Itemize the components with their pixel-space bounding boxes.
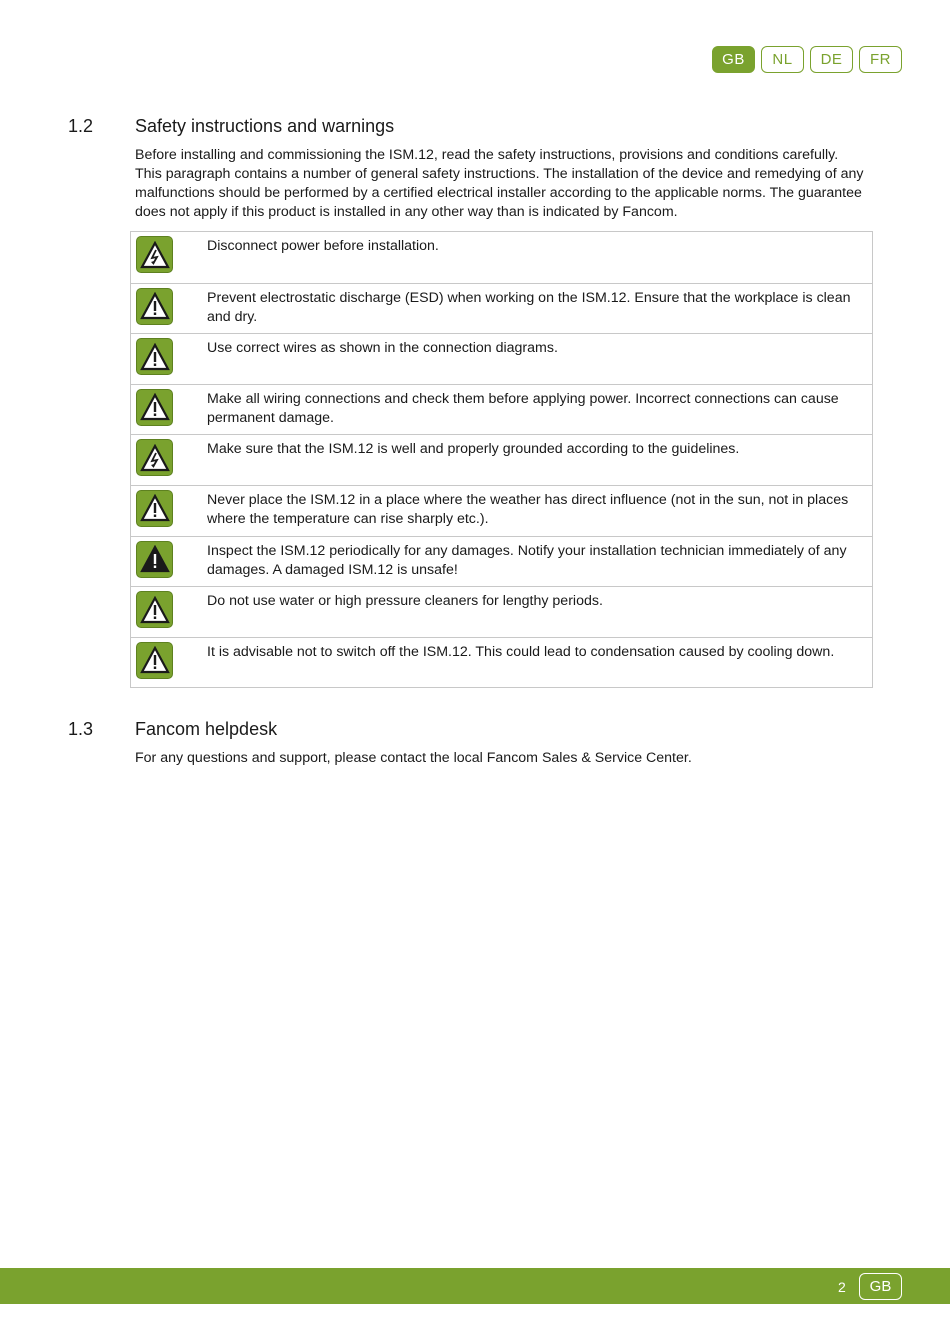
warning-icon [136, 288, 173, 325]
footer-lang-tab: GB [859, 1273, 902, 1300]
electric-hazard-icon [136, 439, 173, 476]
warning-text: Use correct wires as shown in the connection diagrams. [207, 340, 558, 357]
warning-text: Make all wiring connections and check them before applying power. Incorrect connections can cause permanent damage. [207, 390, 839, 426]
warning-text: It is advisable not to switch off the ISM.12. This could lead to condensation caused by cooling down. [207, 643, 835, 660]
warning-icon [136, 642, 173, 679]
table-row [131, 485, 872, 536]
warning-text: Disconnect power before installation. [207, 238, 439, 254]
warning-icon [136, 338, 173, 375]
warning-icon [136, 490, 173, 527]
warning-icon [136, 389, 173, 426]
table-row [131, 384, 872, 435]
warnings-table [130, 231, 873, 688]
section-number: 1.3 [68, 719, 94, 739]
section-number: 1.2 [68, 116, 94, 136]
footer-bar [0, 1268, 950, 1304]
warning-text: Prevent electrostatic discharge (ESD) when working on the ISM.12. Ensure that the workplace is clean and dry. [207, 289, 851, 325]
language-tabs [712, 46, 902, 73]
table-row [131, 536, 872, 587]
lang-tab-de[interactable]: DE [810, 46, 853, 73]
page-number: 2 [838, 1279, 846, 1295]
warning-text: Make sure that the ISM.12 is well and properly grounded according to the guidelines. [207, 441, 740, 458]
section-intro: Before installing and commissioning the ISM.12, read the safety instructions, provisions and conditions carefully. This paragraph contains a number of general safety instructions. The installation of the device and remedying of any malfunctions should be performed by a certified electrical installer according to the applicable norms. The guarantee does not apply if this product is installed in any other way than is indicated by Fancom. [135, 147, 864, 220]
section-title: Safety instructions and warnings [135, 116, 395, 136]
warning-icon [136, 591, 173, 628]
table-row [131, 434, 872, 485]
table-row [131, 283, 872, 334]
warning-text: Inspect the ISM.12 periodically for any damages. Notify your installation technician immediately of any damages. A damaged ISM.12 is unsafe! [207, 542, 847, 578]
warning-text: Never place the ISM.12 in a place where the weather has direct influence (not in the sun, not in places where the temperature can rise sharply etc.). [207, 491, 849, 527]
warning-text: Do not use water or high pressure cleaners for lengthy periods. [207, 593, 603, 610]
electric-hazard-icon [136, 236, 173, 273]
table-row [131, 232, 872, 283]
danger-icon [136, 541, 173, 578]
lang-tab-gb[interactable]: GB [712, 46, 755, 73]
table-row [131, 333, 872, 384]
helpdesk-text: For any questions and support, please contact the local Fancom Sales & Service Center. [135, 750, 692, 766]
lang-tab-fr[interactable]: FR [859, 46, 902, 73]
table-row [131, 586, 872, 637]
section-title: Fancom helpdesk [135, 719, 278, 739]
lang-tab-nl[interactable]: NL [761, 46, 804, 73]
table-row [131, 637, 872, 688]
